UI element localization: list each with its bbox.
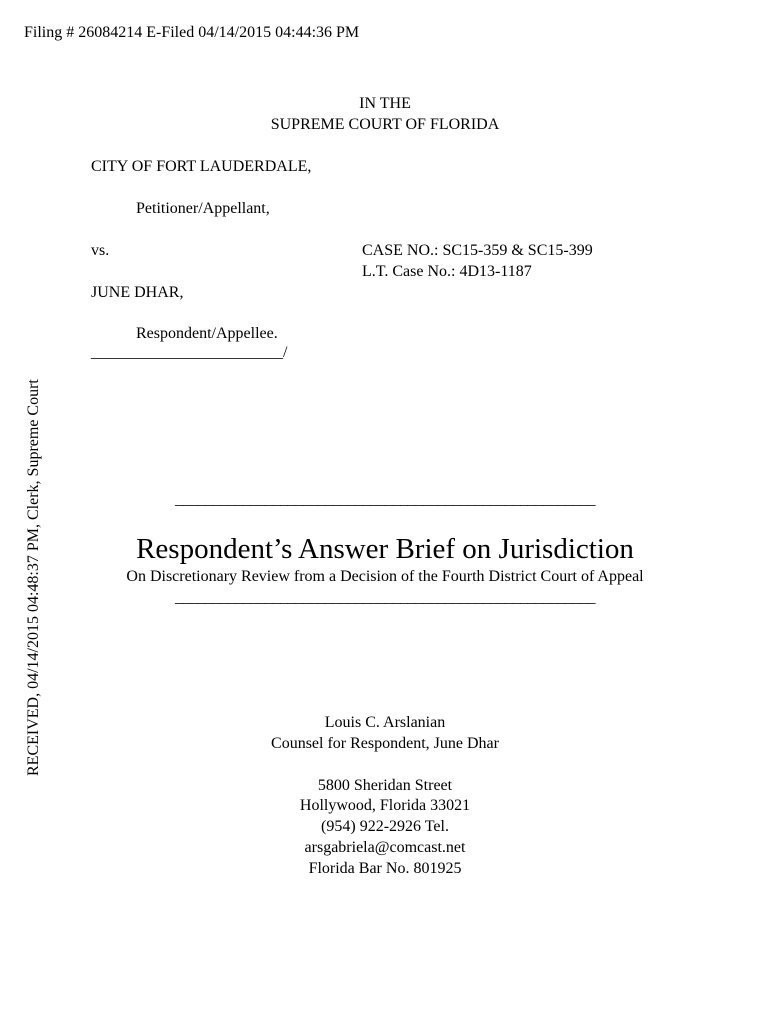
counsel-email: arsgabriela@comcast.net: [304, 839, 466, 856]
counsel-name: Louis C. Arslanian: [324, 714, 446, 731]
court-line-1: IN THE: [359, 95, 411, 112]
counsel-phone: (954) 922-2926 Tel.: [321, 818, 449, 835]
lower-tribunal-case-number: L.T. Case No.: 4D13-1187: [362, 263, 532, 280]
title-rule-bottom: ________________________________________________________: [175, 589, 595, 606]
brief-title: Respondent’s Answer Brief on Jurisdiction: [136, 533, 634, 565]
brief-subtitle: On Discretionary Review from a Decision of the Fourth District Court of Appeal: [126, 568, 644, 585]
title-rule-top: ________________________________________________________: [175, 491, 595, 508]
petitioner-name: CITY OF FORT LAUDERDALE,: [91, 158, 312, 175]
respondent-name: JUNE DHAR,: [91, 284, 184, 301]
counsel-city: Hollywood, Florida 33021: [299, 797, 471, 814]
case-number: CASE NO.: SC15-359 & SC15-399: [362, 242, 593, 259]
counsel-role: Counsel for Respondent, June Dhar: [271, 735, 499, 752]
received-stamp: RECEIVED, 04/14/2015 04:48:37 PM, Clerk, Supreme Court: [25, 379, 42, 776]
court-line-2: SUPREME COURT OF FLORIDA: [270, 116, 500, 133]
caption-closing-line: ________________________/: [91, 344, 288, 361]
respondent-role: Respondent/Appellee.: [136, 325, 278, 342]
filing-header: Filing # 26084214 E-Filed 04/14/2015 04:44:36 PM: [24, 24, 360, 41]
counsel-street: 5800 Sheridan Street: [317, 777, 453, 794]
counsel-bar-number: Florida Bar No. 801925: [308, 860, 462, 877]
petitioner-role: Petitioner/Appellant,: [136, 200, 270, 217]
versus-label: vs.: [91, 242, 110, 259]
